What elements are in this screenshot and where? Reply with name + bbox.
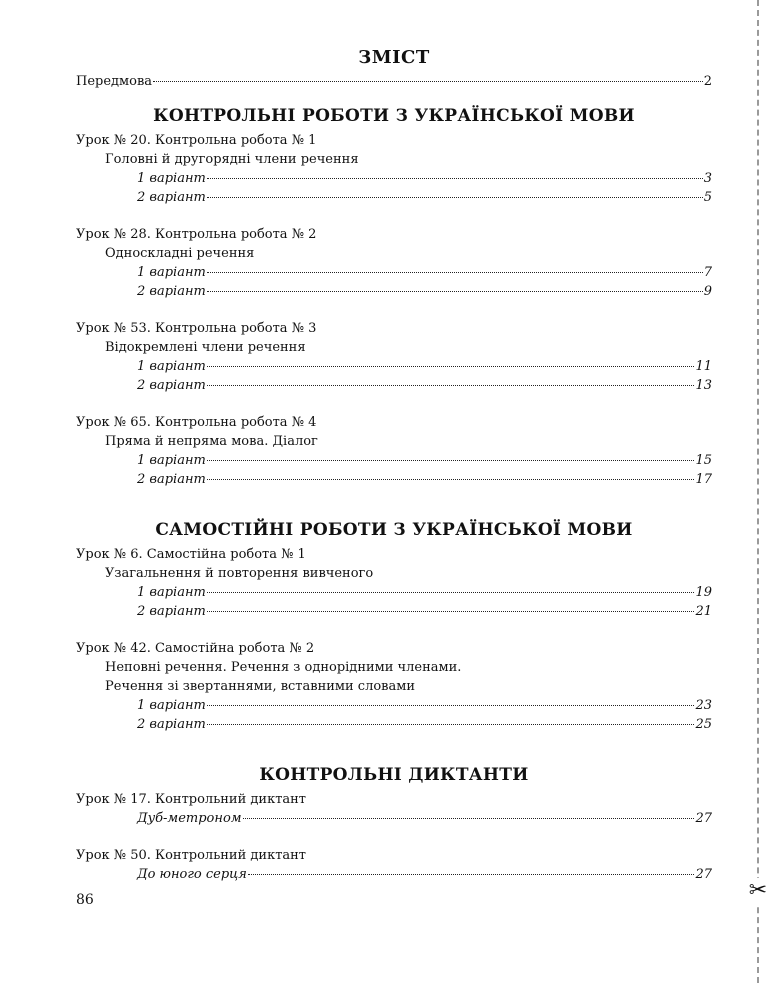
toc-entry-page: 21	[695, 604, 712, 619]
toc-entry	[76, 263, 712, 282]
dot-leader	[207, 592, 695, 593]
toc-entry	[76, 451, 712, 470]
toc-entry	[76, 188, 712, 207]
section-title: КОНТРОЛЬНІ РОБОТИ З УКРАЇНСЬКОЇ МОВИ	[153, 106, 635, 126]
toc-entry-label: 1 варіант	[137, 585, 206, 600]
toc-entry-label: 2 варіант	[137, 378, 206, 393]
lesson-heading: Урок № 42. Самостійна робота № 2	[76, 641, 315, 656]
page-number: 86	[76, 892, 94, 908]
toc-section	[76, 760, 712, 884]
spacer	[76, 828, 712, 846]
lesson-heading: Урок № 53. Контрольна робота № 3	[76, 321, 317, 336]
toc-entry-preface	[76, 72, 712, 91]
spacer	[76, 91, 712, 101]
toc-entry	[76, 602, 712, 621]
toc-entry-label: 1 варіант	[137, 171, 206, 186]
lesson-topic: Односкладні речення	[105, 246, 255, 261]
lesson-heading: Урок № 50. Контрольний диктант	[76, 848, 306, 863]
toc-entry-label: До юного серця	[137, 867, 247, 882]
section-title: САМОСТІЙНІ РОБОТИ З УКРАЇНСЬКОЇ МОВИ	[155, 520, 633, 540]
spacer	[76, 489, 712, 515]
toc-entry-label: 2 варіант	[137, 472, 206, 487]
dot-leader	[207, 178, 703, 179]
lesson-heading: Урок № 28. Контрольна робота № 2	[76, 227, 317, 242]
toc-entry-page: 3	[703, 171, 712, 186]
toc-entry-page: 2	[703, 74, 712, 89]
dot-leader	[207, 479, 695, 480]
toc-entry-page: 19	[695, 585, 712, 600]
dot-leader	[207, 385, 695, 386]
toc-entry	[76, 470, 712, 489]
dot-leader	[207, 705, 695, 706]
dot-leader	[243, 818, 695, 819]
dot-leader	[153, 81, 703, 82]
toc-entry-label: 2 варіант	[137, 717, 206, 732]
toc-entry-label: 2 варіант	[137, 284, 206, 299]
toc-entry-page: 27	[695, 811, 712, 826]
lesson-topic: Неповні речення. Речення з однорідними членами.	[105, 660, 462, 675]
toc-entry	[76, 715, 712, 734]
toc-entry	[76, 809, 712, 828]
toc-entry-label: 1 варіант	[137, 698, 206, 713]
toc-entry-page: 23	[695, 698, 712, 713]
toc-entry	[76, 376, 712, 395]
toc-section	[76, 101, 712, 489]
toc-entry-page: 11	[695, 359, 712, 374]
toc-entry-label: Дуб-метроном	[137, 811, 242, 826]
spacer	[76, 734, 712, 760]
lesson-heading: Урок № 17. Контрольний диктант	[76, 792, 306, 807]
lesson-heading: Урок № 20. Контрольна робота № 1	[76, 133, 317, 148]
toc-entry	[76, 696, 712, 715]
toc-entry-label: 2 варіант	[137, 604, 206, 619]
dot-leader	[207, 197, 703, 198]
dot-leader	[207, 460, 695, 461]
toc-entry-label: 1 варіант	[137, 359, 206, 374]
dot-leader	[207, 366, 695, 367]
toc-entry-page: 9	[703, 284, 712, 299]
page-title: ЗМІСТ	[358, 47, 430, 68]
spacer	[76, 621, 712, 639]
scissors-icon: ✂	[745, 878, 771, 904]
spacer	[76, 301, 712, 319]
section-title: КОНТРОЛЬНІ ДИКТАНТИ	[259, 765, 529, 785]
table-of-contents	[76, 44, 712, 884]
toc-entry-page: 25	[695, 717, 712, 732]
toc-entry-page: 7	[703, 265, 712, 280]
cut-line	[757, 0, 759, 983]
toc-entry	[76, 583, 712, 602]
dot-leader	[207, 611, 695, 612]
toc-entry	[76, 169, 712, 188]
dot-leader	[207, 272, 703, 273]
toc-entry	[76, 282, 712, 301]
toc-entry-page: 27	[695, 867, 712, 882]
toc-entry-label: Передмова	[76, 74, 153, 89]
spacer	[76, 207, 712, 225]
lesson-topic: Пряма й непряма мова. Діалог	[105, 434, 318, 449]
toc-entry-label: 1 варіант	[137, 453, 206, 468]
toc-entry	[76, 865, 712, 884]
toc-entry-page: 5	[703, 190, 712, 205]
lesson-heading: Урок № 6. Самостійна робота № 1	[76, 547, 306, 562]
toc-entry-label: 1 варіант	[137, 265, 206, 280]
toc-entry	[76, 357, 712, 376]
dot-leader	[207, 724, 695, 725]
toc-entry-label: 2 варіант	[137, 190, 206, 205]
toc-entry-page: 17	[695, 472, 712, 487]
lesson-topic: Головні й другорядні члени речення	[105, 152, 359, 167]
lesson-topic: Відокремлені члени речення	[105, 340, 306, 355]
toc-section	[76, 515, 712, 734]
dot-leader	[207, 291, 703, 292]
lesson-heading: Урок № 65. Контрольна робота № 4	[76, 415, 317, 430]
toc-entry-page: 15	[695, 453, 712, 468]
spacer	[76, 395, 712, 413]
toc-entry-page: 13	[695, 378, 712, 393]
lesson-topic: Речення зі звертаннями, вставними словами	[105, 679, 416, 694]
dot-leader	[248, 874, 695, 875]
lesson-topic: Узагальнення й повторення вивченого	[105, 566, 374, 581]
